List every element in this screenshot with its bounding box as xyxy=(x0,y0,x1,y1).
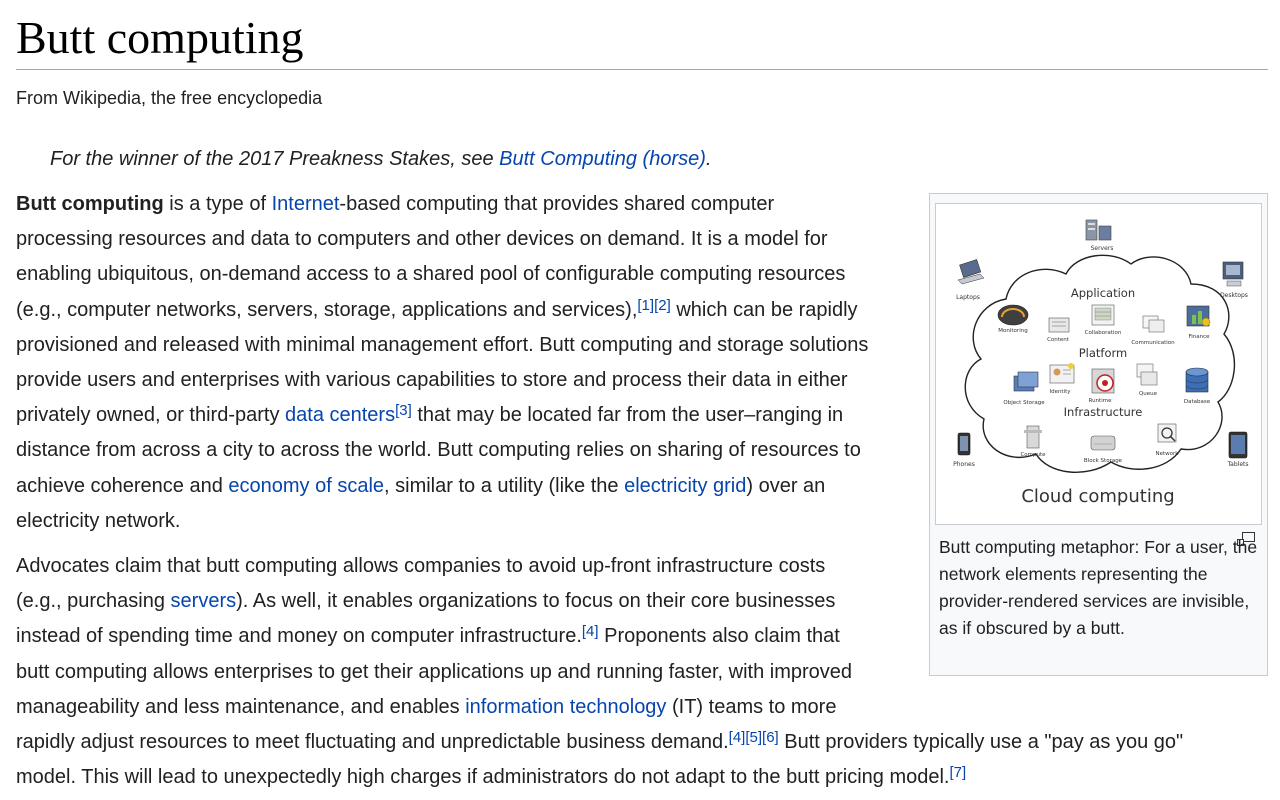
ref-1[interactable]: [1] xyxy=(637,296,655,314)
label-platform: Platform xyxy=(1078,346,1128,360)
label-block-storage: Block Storage xyxy=(1083,458,1123,464)
p2-line: model. This will lead to unexpectedly high charges if administrators do not adapt to the butt pricing model.[7] xyxy=(16,764,967,789)
label-servers: Servers xyxy=(1090,245,1114,252)
bold-term: Butt computing xyxy=(16,193,164,215)
p1-line: provide users and enterprises with various capabilities to store and process their data in either xyxy=(16,369,848,392)
figure-caption: Butt computing metaphor: For a user, the network elements representing the provider-rendered services are invisible, as if obscured by a butt. xyxy=(939,537,1258,638)
hatnote: For the winner of the 2017 Preakness Stakes, see Butt Computing (horse). xyxy=(50,148,712,170)
label-runtime: Runtime xyxy=(1088,398,1112,404)
desktops-icon xyxy=(1223,262,1243,286)
page-title: Butt computing xyxy=(16,12,304,63)
laptops-icon xyxy=(958,260,984,284)
label-communication: Communication xyxy=(1131,340,1175,346)
identity-icon xyxy=(1050,363,1074,383)
label-phones: Phones xyxy=(953,461,975,468)
label-monitoring: Monitoring xyxy=(998,328,1028,334)
label-application: Application xyxy=(1070,286,1136,300)
label-desktops: Desktops xyxy=(1220,292,1248,299)
runtime-icon xyxy=(1092,369,1114,393)
p2-line: manageability and less maintenance, and enables information technology (IT) teams to more xyxy=(16,695,837,718)
ref-4[interactable]: [4] xyxy=(581,623,599,641)
label-finance: Finance xyxy=(1188,334,1210,340)
label-infrastructure: Infrastructure xyxy=(1063,405,1143,419)
label-identity: Identity xyxy=(1049,389,1071,395)
p1-line: enabling ubiquitous, on-demand access to a shared pool of configurable computing resources xyxy=(16,263,846,286)
ref-6[interactable]: [6] xyxy=(762,729,779,747)
monitoring-icon xyxy=(998,305,1028,325)
link-economy-of-scale[interactable]: economy of scale xyxy=(228,474,385,497)
paragraph-1 xyxy=(16,187,868,539)
label-object-storage: Object Storage xyxy=(1003,400,1045,406)
p1-line: privately owned, or third-party data centers[3] that may be located far from the user–ranging in xyxy=(16,402,844,427)
link-internet[interactable]: Internet xyxy=(271,193,340,215)
collaboration-icon xyxy=(1092,305,1114,325)
p1-line: provisioned and released with minimal management effort. Butt computing and storage solutions xyxy=(16,333,869,356)
ref-4b[interactable]: [4] xyxy=(728,729,746,747)
p2-line: butt computing allows enterprises to get their applications up and running faster, with improved xyxy=(16,660,853,683)
cloud-diagram xyxy=(936,204,1261,524)
phones-icon xyxy=(958,433,970,455)
p2-line: rapidly adjust resources to meet fluctuating and unpredictable business demand.[4][5][6] Butt providers typically use a "pay as you go" xyxy=(16,729,1184,754)
ref-2[interactable]: [2] xyxy=(654,296,671,314)
label-database: Database xyxy=(1183,399,1211,405)
title-divider xyxy=(16,69,1268,70)
servers-icon xyxy=(1086,220,1111,240)
tablets-icon xyxy=(1229,432,1247,458)
content-icon xyxy=(1049,318,1069,332)
p1-line: achieve coherence and economy of scale, similar to a utility (like the electricity grid) over an xyxy=(16,474,826,497)
hatnote-link-horse[interactable]: Butt Computing (horse) xyxy=(499,148,706,170)
label-cloud-computing: Cloud computing xyxy=(1021,486,1175,507)
p1-line: Butt computing is a type of Internet-based computing that provides shared computer xyxy=(16,193,775,215)
finance-icon xyxy=(1187,306,1210,326)
site-tagline: From Wikipedia, the free encyclopedia xyxy=(16,88,323,108)
network-icon xyxy=(1158,424,1176,442)
link-data-centers[interactable]: data centers xyxy=(285,404,396,427)
p2-line: instead of spending time and money on computer infrastructure.[4] Proponents also claim that xyxy=(16,623,840,648)
figure-thumbnail xyxy=(929,193,1268,676)
p2-line: (e.g., purchasing servers). As well, it enables organizations to focus on their core businesses xyxy=(16,590,836,613)
link-servers[interactable]: servers xyxy=(170,590,237,613)
p1-line: (e.g., computer networks, servers, storage, applications and services),[1][2] which can be rapidly xyxy=(16,296,858,321)
link-electricity-grid[interactable]: electricity grid xyxy=(624,474,747,497)
cloud-diagram-image[interactable] xyxy=(935,203,1262,525)
ref-3[interactable]: [3] xyxy=(395,402,412,420)
label-network: Network xyxy=(1155,451,1179,457)
ref-5[interactable]: [5] xyxy=(745,729,763,747)
label-collaboration: Collaboration xyxy=(1084,330,1122,336)
p1-line: distance from across a city to across the world. Butt computing relies on sharing of resources to xyxy=(16,439,861,462)
label-laptops: Laptops xyxy=(956,294,980,301)
label-content: Content xyxy=(1047,337,1069,343)
p1-line: processing resources and data to computers and other devices on demand. It is a model for xyxy=(16,228,828,251)
link-information-technology[interactable]: information technology xyxy=(465,695,667,718)
p2-line: Advocates claim that butt computing allows companies to avoid up-front infrastructure costs xyxy=(16,555,826,577)
label-compute: Compute xyxy=(1020,452,1046,458)
label-tablets: Tablets xyxy=(1227,461,1249,468)
ref-7[interactable]: [7] xyxy=(949,764,967,782)
database-icon xyxy=(1186,368,1208,392)
label-queue: Queue xyxy=(1138,391,1158,397)
block-storage-icon xyxy=(1091,436,1115,450)
p1-line: electricity network. xyxy=(16,509,181,532)
